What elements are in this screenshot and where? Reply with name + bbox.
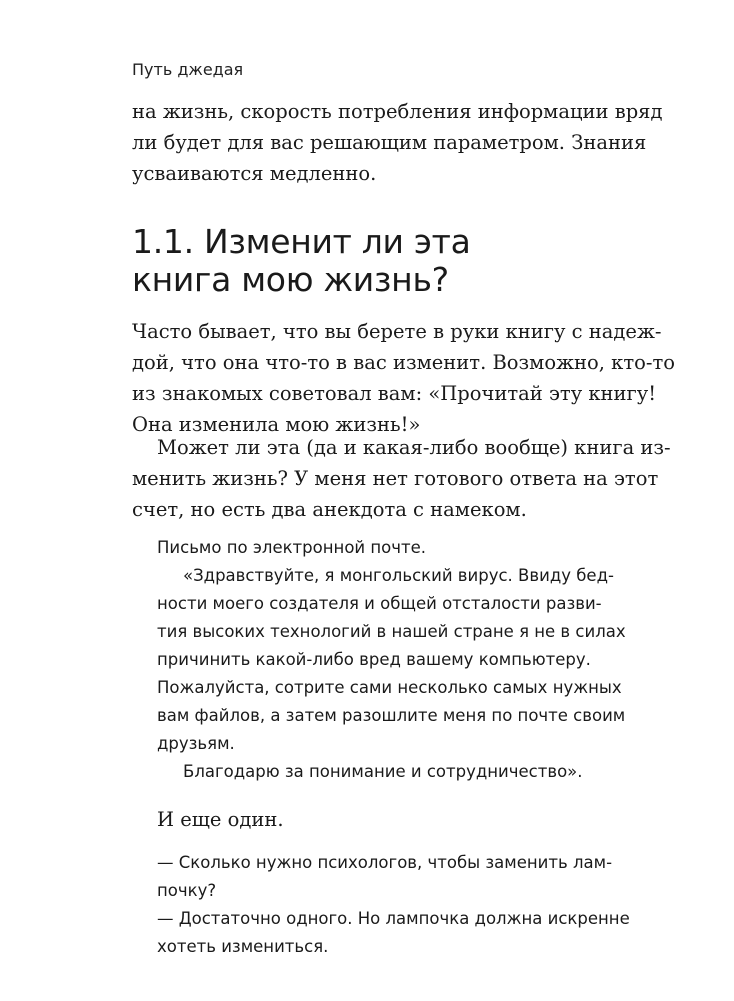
text-line: дой, что она что-то в вас изменит. Возможно, кто-то (132, 351, 675, 374)
text-line: из знакомых советовал вам: «Прочитай эту книгу! (132, 382, 657, 405)
transition-line: И еще один. (157, 808, 284, 831)
heading-line: 1.1. Изменит ли эта (132, 222, 471, 261)
text-line: причинить какой-либо вред вашему компьютеру. (157, 650, 591, 669)
text-line: усваиваются медленно. (132, 162, 377, 185)
anecdote-closing: Благодарю за понимание и сотрудничество». (183, 762, 583, 781)
text-line: Может ли эта (да и какая-либо вообще) книга из- (157, 436, 671, 459)
text-line: друзьям. (157, 734, 235, 753)
text-line: счет, но есть два анекдота с намеком. (132, 498, 527, 521)
anecdote-lead: Письмо по электронной почте. (157, 538, 427, 557)
text-line: менить жизнь? У меня нет готового ответа на этот (132, 467, 659, 490)
text-line: «Здравствуйте, я монгольский вирус. Ввиду бед- (183, 566, 614, 585)
text-line: ности моего создателя и общей отсталости разви- (157, 594, 602, 613)
dialogue-line: хотеть измениться. (157, 937, 329, 956)
text-line: Пожалуйста, сотрите сами несколько самых нужных (157, 678, 622, 697)
text-line: на жизнь, скорость потребления информации вряд (132, 100, 663, 123)
text-line: вам файлов, а затем разошлите меня по почте своим (157, 706, 626, 725)
running-head: Путь джедая (132, 60, 244, 79)
dialogue-line: почку? (157, 881, 217, 900)
dialogue-line: — Сколько нужно психологов, чтобы заменить лам- (157, 853, 613, 872)
text-line: тия высоких технологий в нашей стране я не в силах (157, 622, 626, 641)
text-line: Она изменила мою жизнь!» (132, 413, 421, 436)
heading-line: книга мою жизнь? (132, 260, 449, 299)
dialogue-line: — Достаточно одного. Но лампочка должна искренне (157, 909, 630, 928)
text-line: ли будет для вас решающим параметром. Знания (132, 131, 647, 154)
text-line: Часто бывает, что вы берете в руки книгу с надеж- (132, 320, 662, 343)
